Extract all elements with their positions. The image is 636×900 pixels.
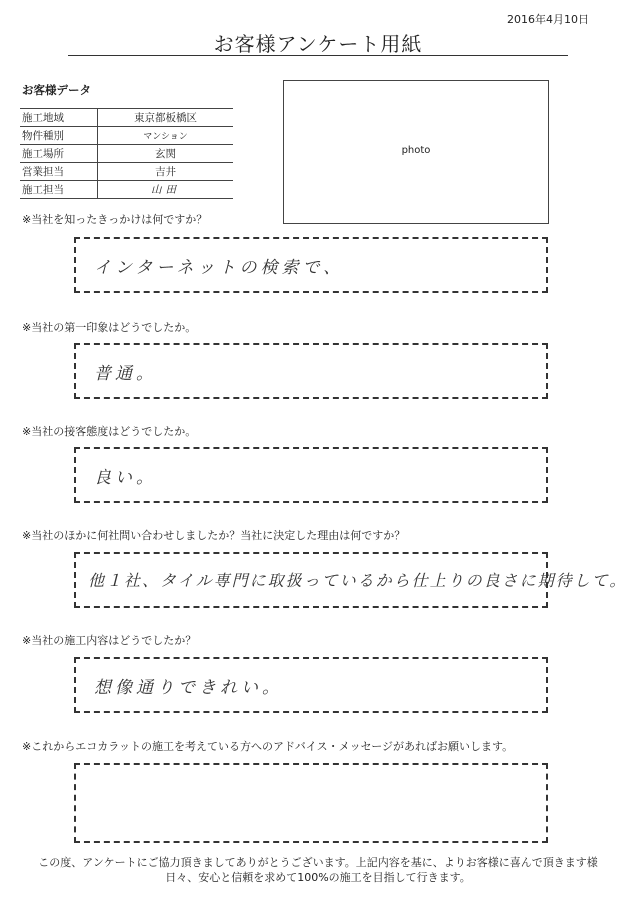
question-1: ※当社を知ったきっかけは何ですか？ [22,213,208,226]
footer-message-line-1: この度、アンケートにご協力頂きましてありがとうございます。上記内容を基に、よりお客様に喜んで頂きます様 [38,856,598,869]
answer-box-5 [74,657,548,713]
survey-date: 2016年4月10日 [507,13,589,26]
answer-text-4: 他１社、タイル専門に取扱っているから仕上りの良さに期待して。 [88,571,628,590]
field-value-installer: 山田 [98,181,234,199]
answer-text-5: 想像通りできれい。 [94,678,283,698]
table-row [20,127,233,145]
field-label-area: 施工地域 [20,109,98,127]
answer-box-6 [74,763,548,843]
field-label-property-type: 物件種別 [20,127,98,145]
answer-box-1 [74,237,548,293]
table-row [20,145,233,163]
customer-data-heading: お客様データ [22,83,91,97]
answer-box-4 [74,552,628,608]
photo-placeholder [283,80,549,224]
question-2: ※当社の第一印象はどうでしたか。 [22,321,197,334]
title-underline [68,55,568,56]
field-label-installer: 施工担当 [20,181,98,199]
question-6: ※これからエコカラットの施工を考えている方へのアドバイス・メッセージがあればお願いします。 [22,740,514,753]
table-row [20,181,233,199]
table-row [20,163,233,181]
customer-data-table [20,108,233,199]
question-5: ※当社の施工内容はどうでしたか？ [22,634,197,647]
answer-box-3 [74,447,548,503]
footer-message-line-2: 日々、安心と信頼を求めて100%の施工を目指して行きます。 [165,871,471,884]
photo-label: photo [401,145,431,156]
field-label-location: 施工場所 [20,145,98,163]
field-value-location: 玄関 [98,145,234,163]
field-value-property-type: マンション [98,127,234,145]
question-4: ※当社のほかに何社問い合わせしましたか？当社に決定した理由は何ですか？ [22,529,406,542]
table-row [20,109,233,127]
answer-text-3: 良い。 [94,468,157,488]
question-3: ※当社の接客態度はどうでしたか。 [22,425,197,438]
field-value-sales-rep: 吉井 [98,163,234,181]
page-title: お客様アンケート用紙 [213,32,423,56]
answer-text-2: 普通。 [94,364,157,384]
answer-text-1: インターネットの検索で、 [94,258,345,278]
answer-box-2 [74,343,548,399]
field-label-sales-rep: 営業担当 [20,163,98,181]
field-value-area: 東京都板橋区 [98,109,234,127]
